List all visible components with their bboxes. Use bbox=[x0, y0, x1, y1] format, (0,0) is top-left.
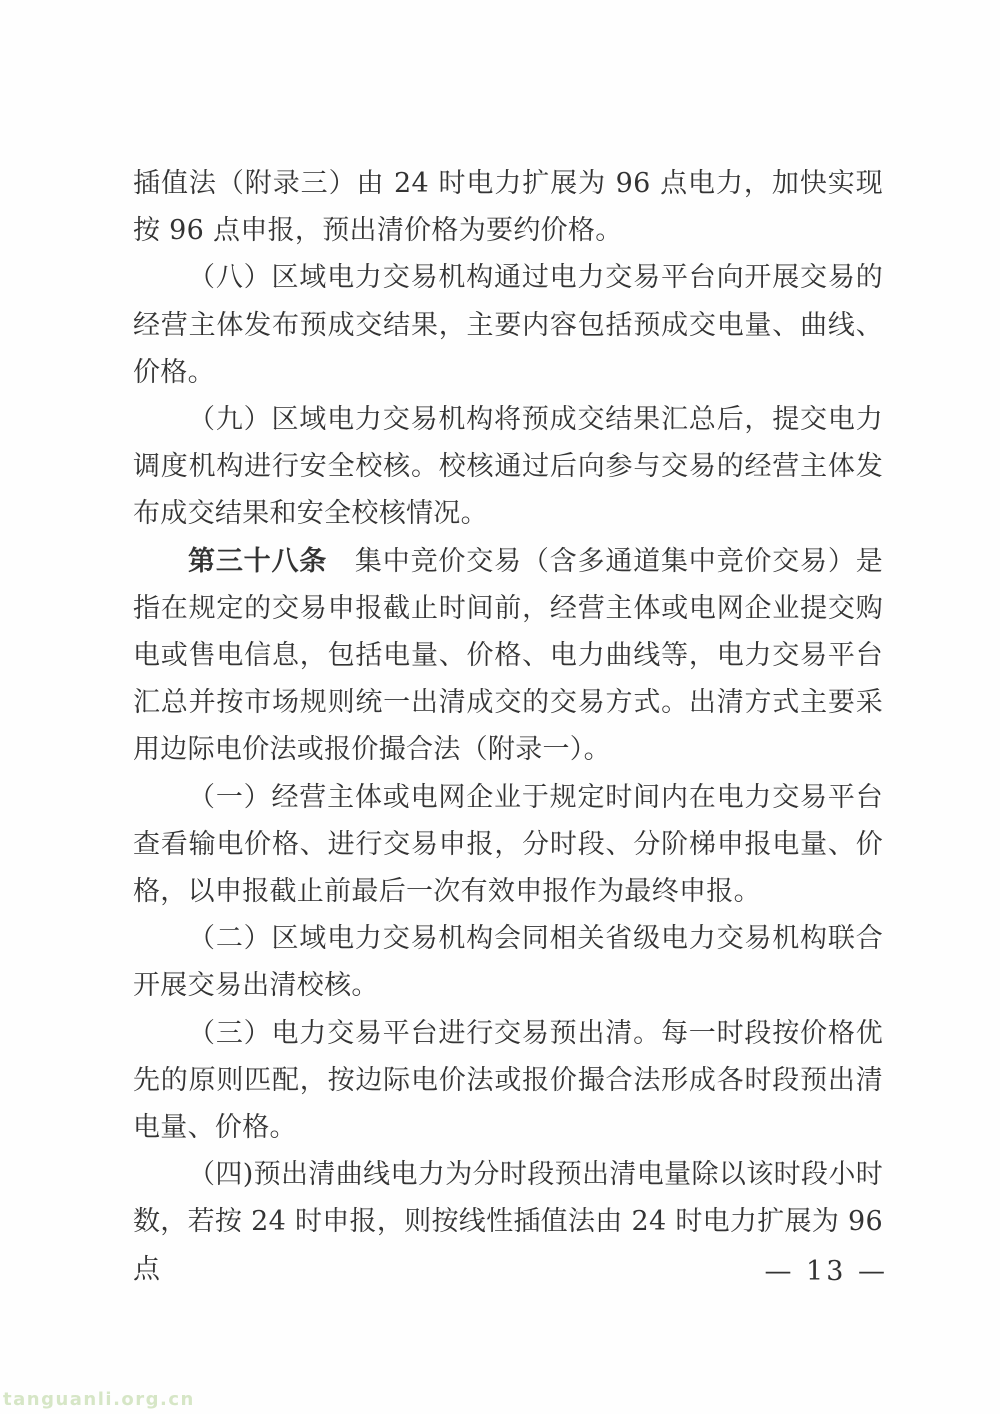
paragraph: （九）区域电力交易机构将预成交结果汇总后，提交电力调度机构进行安全校核。校核通过后向参与交易的经营主体发布成交结果和安全校核情况。 bbox=[133, 404, 883, 530]
paragraph: （二）区域电力交易机构会同相关省级电力交易机构联合开展交易出清校核。 bbox=[133, 923, 883, 1002]
paragraph: （四)预出清曲线电力为分时段预出清电量除以该时段小时数，若按 24 时申报，则按线性插值法由 24 时电力扩展为 96 点 bbox=[133, 1159, 883, 1285]
paragraph: （三）电力交易平台进行交易预出清。每一时段按价格优先的原则匹配，按边际电价法或报价撮合法形成各时段预出清电量、价格。 bbox=[133, 1017, 883, 1144]
document-body bbox=[133, 160, 883, 1293]
watermark: tanguanli.org.cn bbox=[3, 1389, 195, 1410]
paragraph: （八）区域电力交易机构通过电力交易平台向开展交易的经营主体发布预成交结果，主要内容包括预成交电量、曲线、价格。 bbox=[133, 262, 883, 388]
article-number: 第三十八条 bbox=[188, 545, 328, 577]
paragraph: （一）经营主体或电网企业于规定时间内在电力交易平台查看输电价格、进行交易申报，分时段、分阶梯申报电量、价格，以申报截止前最后一次有效申报作为最终申报。 bbox=[133, 781, 883, 908]
page-number: — 13 — bbox=[764, 1256, 888, 1287]
paragraph: 第三十八条 集中竞价交易（含多通道集中竞价交易）是指在规定的交易申报截止时间前，经营主体或电网企业提交购电或售电信息，包括电量、价格、电力曲线等，电力交易平台汇总并按市场规则统一出清成交的交易方式。出清方式主要采用边际电价法或报价撮合法（附录一）。 bbox=[133, 545, 884, 766]
paragraph: 插值法（附录三）由 24 时电力扩展为 96 点电力，加快实现按 96 点申报，预出清价格为要约价格。 bbox=[133, 168, 883, 247]
